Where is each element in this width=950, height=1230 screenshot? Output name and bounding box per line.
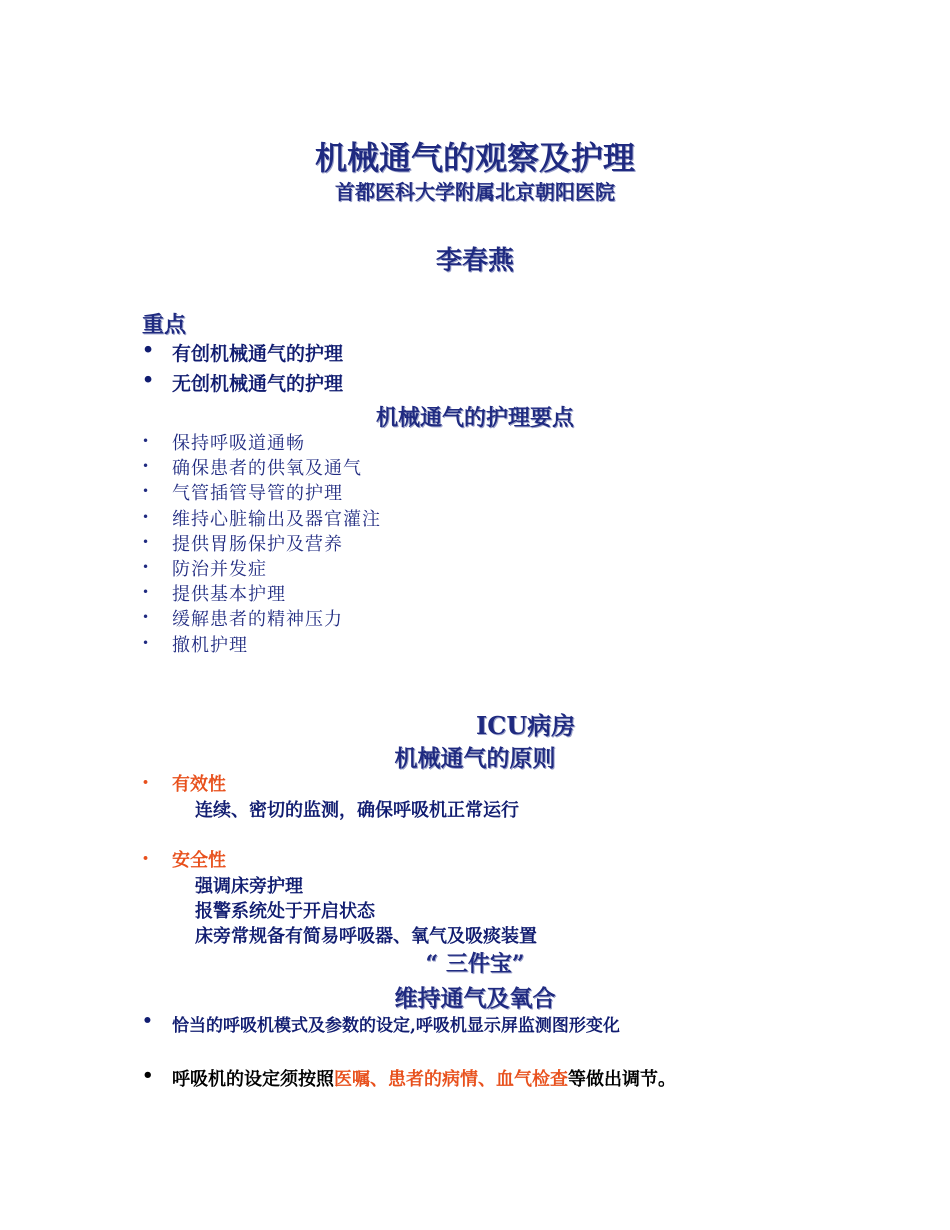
ventilation-text-suffix: 等做出调节。 [568, 1069, 676, 1090]
nursing-point-text: 保持呼吸道通畅 [172, 433, 305, 454]
ward-heading: ICU病房 [476, 711, 576, 740]
bullet-icon: • [142, 610, 151, 624]
ventilation-text-highlight: 医嘱、患者的病情、血气检查 [334, 1069, 568, 1090]
nursing-point-text: 维持心脏输出及器官灌注 [172, 509, 381, 530]
ventilation-text-prefix: 呼吸机的设定须按照 [172, 1069, 334, 1090]
nursing-point-text: 防治并发症 [172, 559, 267, 580]
nursing-point-text: 气管插管导管的护理 [172, 483, 343, 504]
page-subtitle: 首都医科大学附属北京朝阳医院 [335, 180, 615, 204]
nursing-point-text: 提供胃肠保护及营养 [172, 534, 343, 555]
principle-text: 强调床旁护理 [195, 876, 303, 897]
principle-label: 安全性 [172, 850, 226, 871]
nursing-point-text: 缓解患者的精神压力 [172, 609, 343, 630]
nursing-point-text: 撤机护理 [172, 635, 248, 656]
bullet-icon: • [142, 560, 151, 574]
bullet-icon: • [142, 585, 151, 599]
ventilation-text [172, 1065, 676, 1091]
bullet-icon: • [142, 459, 151, 473]
principle-label: 有效性 [172, 774, 226, 795]
principle-text: 报警系统处于开启状态 [195, 901, 375, 922]
author-name: 李春燕 [435, 246, 514, 276]
key-point-text: 有创机械通气的护理 [172, 343, 344, 365]
bullet-icon: • [142, 636, 151, 650]
bullet-icon: • [142, 339, 155, 361]
three-treasures: “ 三件宝” [425, 951, 525, 977]
bullet-icon: • [142, 1065, 154, 1086]
nursing-points-heading: 机械通气的护理要点 [375, 405, 574, 431]
principle-text: 床旁常规备有简易呼吸器、氧气及吸痰装置 [195, 926, 537, 947]
principles-heading: 机械通气的原则 [394, 745, 556, 772]
key-point-text: 无创机械通气的护理 [172, 373, 344, 395]
bullet-icon: • [142, 1011, 153, 1031]
bullet-icon: • [142, 434, 151, 448]
key-points-heading: 重点 [142, 312, 187, 338]
principle-text: 连续、密切的监测，确保呼吸机正常运行 [195, 800, 519, 821]
bullet-icon: • [142, 535, 151, 549]
bullet-icon: • [142, 852, 150, 865]
nursing-point-text: 确保患者的供氧及通气 [172, 458, 362, 479]
bullet-icon: • [142, 776, 150, 789]
bullet-icon: • [142, 484, 151, 498]
ventilation-text: 恰当的呼吸机模式及参数的设定,呼吸机显示屏监测图形变化 [172, 1016, 620, 1036]
nursing-point-text: 提供基本护理 [172, 584, 286, 605]
ventilation-heading: 维持通气及氧合 [394, 985, 556, 1012]
page-title: 机械通气的观察及护理 [314, 139, 635, 177]
bullet-icon: • [142, 510, 151, 524]
bullet-icon: • [142, 369, 155, 391]
